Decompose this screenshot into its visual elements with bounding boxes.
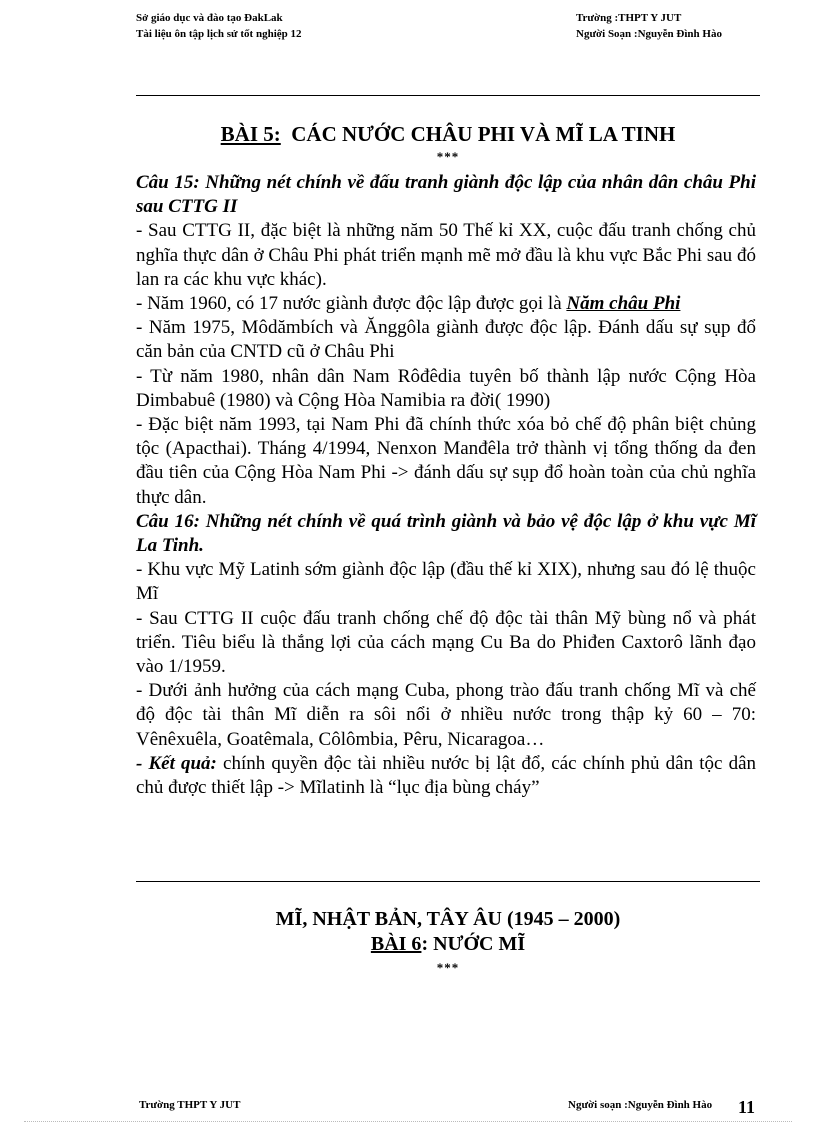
header-right xyxy=(576,10,722,42)
section-1-stars: *** xyxy=(436,149,460,164)
section-divider xyxy=(136,881,760,882)
section-2-stars: *** xyxy=(436,960,460,975)
q16-paragraph-2: - Sau CTTG II cuộc đấu tranh chống chế độ độc tài thân Mỹ bùng nổ và phát triển. Tiêu biểu là thắng lợi của cách mạng Cu Ba do Phiđen Caxtorô lãnh đạo vào 1/1959. xyxy=(136,607,756,678)
header-left xyxy=(136,10,302,42)
header-divider xyxy=(136,95,760,96)
section-1-title xyxy=(136,122,760,147)
lesson-6-label: BÀI 6 xyxy=(370,933,422,955)
footer-school: Trường THPT Y JUT xyxy=(139,1099,241,1111)
section-2-subtitle xyxy=(136,933,760,956)
question-16-heading: Câu 16: Những nét chính về quá trình giành và bảo vệ độc lập ở khu vực Mĩ La Tinh. xyxy=(136,510,756,557)
q15-paragraph-2-emphasis: Năm châu Phi xyxy=(566,293,681,315)
page-bottom-border xyxy=(24,1121,792,1122)
q15-paragraph-3: - Năm 1975, Môdămbích và Ănggôla giành được độc lập. Đánh dấu sự sụp đổ căn bản của CNTD cũ ở Châu Phi xyxy=(136,317,756,363)
q16-paragraph-1: - Khu vực Mỹ Latinh sớm giành độc lập (đầu thế kỉ XIX), nhưng sau đó lệ thuộc Mĩ xyxy=(136,559,756,605)
header-department: Sở giáo dục và đào tạo ĐakLak xyxy=(136,12,283,24)
lesson-5-title: CÁC NƯỚC CHÂU PHI VÀ MĨ LA TINH xyxy=(291,122,676,146)
q16-paragraph-4 xyxy=(136,752,756,800)
footer-author: Người soạn :Nguyễn Đình Hào xyxy=(568,1099,713,1111)
lesson-5-label: BÀI 5: xyxy=(220,122,281,146)
lesson-6-title: : NƯỚC MĨ xyxy=(421,933,526,955)
section-2-title: MĨ, NHẬT BẢN, TÂY ÂU (1945 – 2000) xyxy=(275,908,621,930)
question-15-heading: Câu 15: Những nét chính về đấu tranh giành độc lập của nhân dân châu Phi sau CTTG II xyxy=(136,172,756,218)
header-author: Người Soạn :Nguyễn Đình Hào xyxy=(576,28,722,40)
main-content xyxy=(136,171,756,800)
q15-paragraph-2-text: - Năm 1960, có 17 nước giành được độc lập được gọi là xyxy=(136,293,567,315)
header-document-title: Tài liệu ôn tập lịch sử tốt nghiệp 12 xyxy=(136,28,302,40)
q15-paragraph-4: - Từ năm 1980, nhân dân Nam Rôđêdia tuyên bố thành lập nước Cộng Hòa Dimbabuê (1980) và Cộng Hòa Namibia ra đời( 1990) xyxy=(136,365,756,411)
q16-paragraph-4-prefix: - xyxy=(136,752,149,774)
result-label: Kết quả: xyxy=(148,752,217,774)
page-number: 11 xyxy=(738,1097,756,1117)
q16-paragraph-4-text: chính quyền độc tài nhiều nước bị lật đổ, các chính phủ dân tộc dân chủ được thiết lập -> Mĩlatinh là “lục địa bùng cháy” xyxy=(136,752,757,799)
q16-paragraph-3: - Dưới ảnh hưởng của cách mạng Cuba, phong trào đấu tranh chống Mĩ và chế độ độc tài thân Mĩ diễn ra sôi nổi ở nhiều nước trong thập kỷ 60 – 70: Vênêxuêla, Goatêmala, Côlômbia, Pêru, Nicaragoa… xyxy=(136,680,756,750)
q15-paragraph-1: - Sau CTTG II, đặc biệt là những năm 50 Thế kỉ XX, cuộc đấu tranh chống chủ nghĩa thực dân ở Châu Phi phát triển mạnh mẽ mở đầu là khu vực Bắc Phi sau đó lan ra các khu vực khác). xyxy=(136,220,756,290)
header-school: Trường :THPT Y JUT xyxy=(576,12,682,24)
q15-paragraph-2 xyxy=(136,292,756,316)
q15-paragraph-5: - Đặc biệt năm 1993, tại Nam Phi đã chính thức xóa bỏ chế độ phân biệt chủng tộc (Apacthai). Tháng 4/1994, Nenxon Manđêla trở thành vị tổng thống da đen đầu tiên của Cộng Hòa Nam Phi -> đánh dấu sự sụp đổ hoàn toàn của chủ nghĩa thực dân. xyxy=(136,414,756,508)
